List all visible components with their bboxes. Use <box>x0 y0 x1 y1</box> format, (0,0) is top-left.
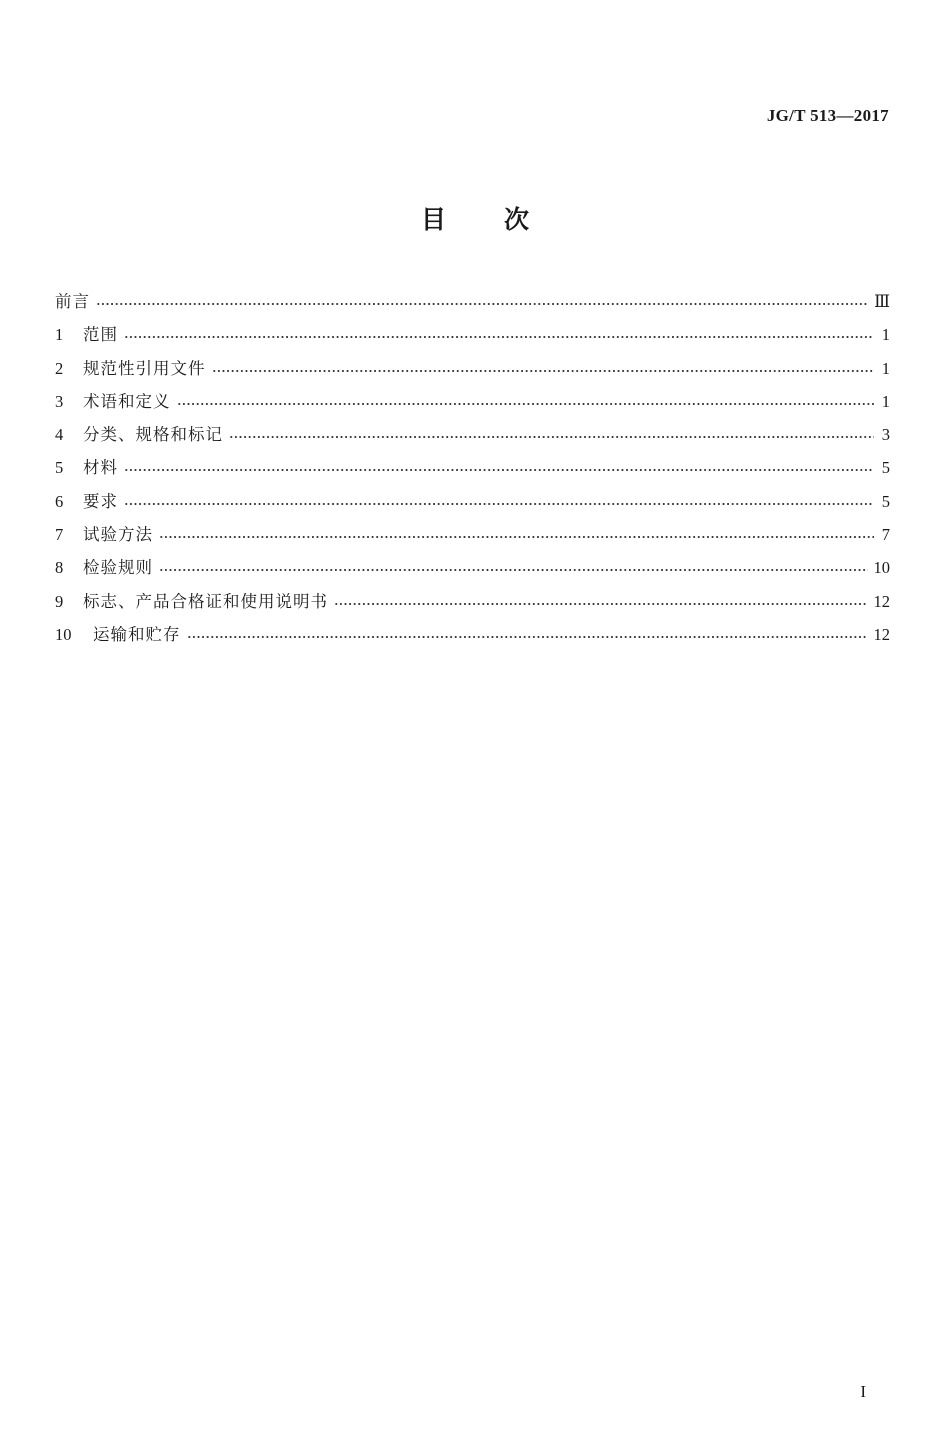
toc-leader-dots <box>124 328 874 340</box>
toc-entry-label: 材料 <box>83 458 118 478</box>
toc-entry-label: 要求 <box>83 491 118 511</box>
toc-entry-label: 检验规则 <box>83 558 153 578</box>
toc-entry-number: 10 <box>55 624 72 644</box>
toc-title-char-1: 目 <box>420 205 446 234</box>
toc-entry-5[interactable] <box>55 455 890 488</box>
toc-entry-10[interactable] <box>55 622 890 655</box>
toc-entry-number: 1 <box>55 325 64 345</box>
toc-entry-page: 1 <box>881 358 890 378</box>
toc-entry-9[interactable] <box>55 589 890 622</box>
toc-entry-page: Ⅲ <box>874 292 890 311</box>
toc-entry-7[interactable] <box>55 522 890 555</box>
toc-leader-dots <box>177 395 875 407</box>
toc-entry-label: 运输和贮存 <box>93 624 181 644</box>
toc-title <box>0 200 950 236</box>
toc-leader-dots <box>124 495 874 507</box>
toc-entry-page: 1 <box>881 325 890 345</box>
toc-entry-foreword[interactable] <box>55 289 890 322</box>
toc-leader-dots <box>229 428 874 440</box>
toc-entry-label: 分类、规格和标记 <box>83 425 223 445</box>
toc-entry-number: 7 <box>55 525 64 545</box>
toc-entry-page: 5 <box>881 458 890 478</box>
toc-entry-label: 试验方法 <box>83 525 153 545</box>
toc-leader-dots <box>96 295 868 307</box>
toc-entry-number: 8 <box>55 558 64 578</box>
toc-entry-page: 7 <box>881 525 890 545</box>
toc-entry-page: 3 <box>881 425 890 445</box>
toc-entry-3[interactable] <box>55 389 890 422</box>
toc-entry-6[interactable] <box>55 489 890 522</box>
toc-leader-dots <box>334 595 868 607</box>
toc-entry-label: 范围 <box>83 325 118 345</box>
standard-code: JG/T 513—2017 <box>766 106 889 125</box>
toc-entry-label: 前言 <box>55 292 90 311</box>
toc-entry-number: 5 <box>55 458 64 478</box>
toc-entry-page: 1 <box>881 391 890 411</box>
toc-entry-page: 12 <box>873 591 890 611</box>
toc-entry-page: 10 <box>873 558 890 578</box>
toc-title-char-2: 次 <box>504 205 530 234</box>
toc-entry-number: 6 <box>55 491 64 511</box>
toc-entry-label: 规范性引用文件 <box>83 358 206 378</box>
toc-leader-dots <box>124 461 874 473</box>
table-of-contents <box>55 289 890 655</box>
toc-entry-2[interactable] <box>55 356 890 389</box>
toc-entry-number: 2 <box>55 358 64 378</box>
toc-leader-dots <box>212 362 875 374</box>
toc-entry-1[interactable] <box>55 322 890 355</box>
toc-entry-number: 4 <box>55 425 64 445</box>
toc-entry-number: 9 <box>55 591 64 611</box>
toc-entry-8[interactable] <box>55 555 890 588</box>
toc-entry-4[interactable] <box>55 422 890 455</box>
toc-leader-dots <box>159 561 868 573</box>
toc-leader-dots <box>187 628 868 640</box>
toc-entry-page: 5 <box>881 491 890 511</box>
toc-entry-number: 3 <box>55 391 64 411</box>
toc-leader-dots <box>159 528 874 540</box>
toc-entry-label: 术语和定义 <box>83 391 171 411</box>
toc-entry-page: 12 <box>873 624 890 644</box>
page-number: I <box>860 1382 866 1401</box>
toc-entry-label: 标志、产品合格证和使用说明书 <box>83 591 328 611</box>
